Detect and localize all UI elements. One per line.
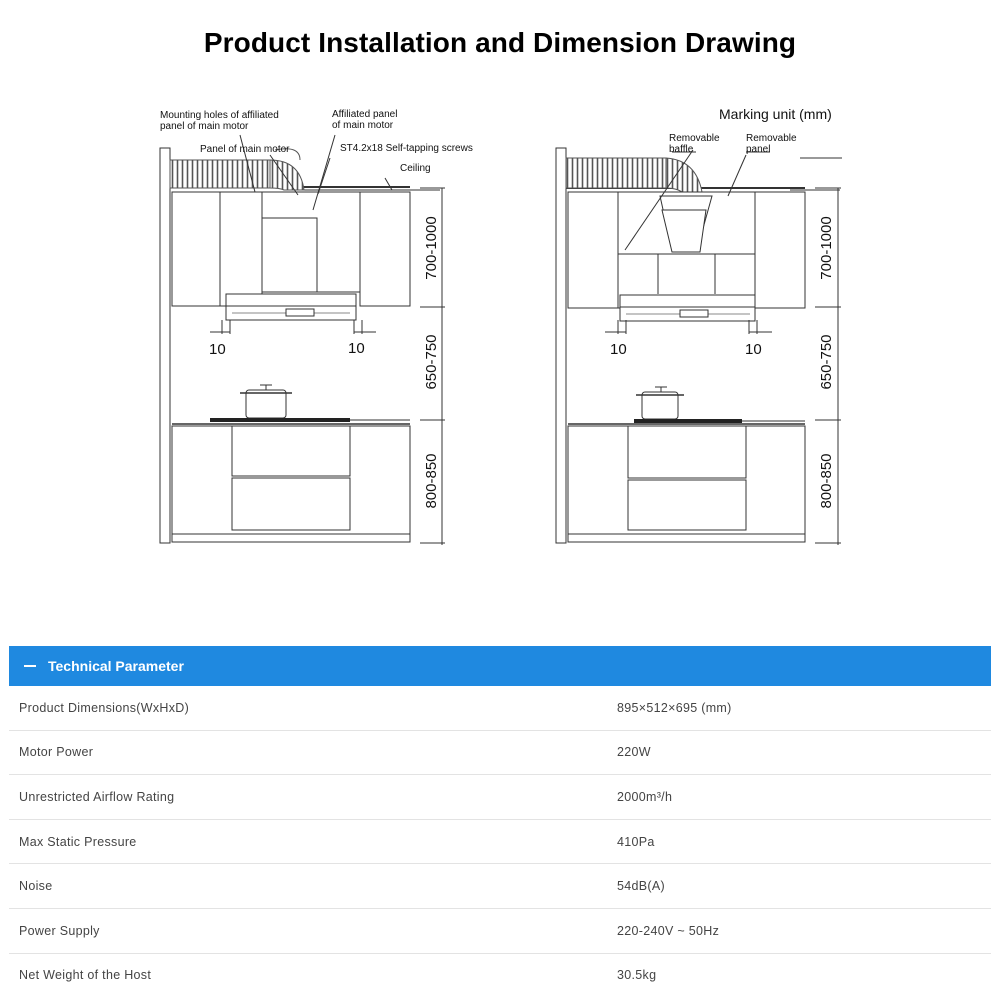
param-value: 410Pa <box>607 819 991 864</box>
param-name: Max Static Pressure <box>9 819 607 864</box>
right-base-cabinet <box>568 424 805 542</box>
label-baffle-2: baffle <box>669 144 694 155</box>
right-dim-top: 700-1000 <box>818 216 835 280</box>
param-name: Motor Power <box>9 730 607 775</box>
right-upper-cabinets <box>568 192 805 308</box>
minus-icon <box>24 665 36 667</box>
table-row <box>9 864 991 909</box>
label-panel-2: panel <box>746 144 771 155</box>
right-gap-right: 10 <box>745 341 762 358</box>
table-row <box>9 953 991 997</box>
label-mounting-holes-2: panel of main motor <box>160 121 249 132</box>
param-value: 895×512×695 (mm) <box>607 686 991 730</box>
technical-parameter-table <box>9 686 991 997</box>
param-value: 220-240V ~ 50Hz <box>607 908 991 953</box>
right-gap-left: 10 <box>610 341 627 358</box>
right-gap-dims <box>605 320 772 334</box>
label-affiliated-panel-2: of main motor <box>332 120 394 131</box>
param-value: 30.5kg <box>617 968 657 983</box>
label-panel-1: Removable <box>746 133 797 144</box>
technical-parameter-toggle[interactable] <box>9 646 991 686</box>
page-title: Product Installation and Dimension Drawing <box>203 27 797 58</box>
label-ceiling: Ceiling <box>400 163 431 174</box>
left-range-hood <box>226 294 356 320</box>
table-row <box>9 775 991 820</box>
right-pot <box>636 387 684 419</box>
right-dim-mid: 650-750 <box>818 334 835 390</box>
param-name: Power Supply <box>9 908 607 953</box>
label-panel-main-motor: Panel of main motor <box>200 144 290 155</box>
param-value: 2000m³/h <box>607 775 991 820</box>
right-dim-bottom: 800-850 <box>818 453 835 509</box>
param-name: Product Dimensions(WxHxD) <box>9 686 607 730</box>
param-name: Net Weight of the Host <box>19 968 152 983</box>
param-value: 220W <box>607 730 991 775</box>
unit-note: Marking unit (mm) <box>719 106 832 122</box>
right-drawing <box>556 148 842 545</box>
left-base-cabinet <box>172 424 410 542</box>
param-value: 54dB(A) <box>607 864 991 909</box>
left-dim-mid: 650-750 <box>423 334 440 390</box>
table-row <box>9 819 991 864</box>
label-affiliated-panel-1: Affiliated panel <box>332 109 398 120</box>
param-name: Unrestricted Airflow Rating <box>9 775 607 820</box>
label-baffle-1: Removable <box>669 133 720 144</box>
left-dim-top: 700-1000 <box>423 216 440 280</box>
left-pot <box>240 385 292 418</box>
right-range-hood <box>620 295 755 321</box>
left-upper-cabinets <box>172 192 410 306</box>
label-mounting-holes-1: Mounting holes of affiliated <box>160 110 279 121</box>
left-drawing <box>160 135 445 545</box>
table-row <box>9 686 991 730</box>
technical-parameter-title: Technical Parameter <box>48 658 184 674</box>
table-row <box>9 908 991 953</box>
label-screws: ST4.2x18 Self-tapping screws <box>340 143 473 154</box>
param-name: Noise <box>9 864 607 909</box>
left-gap-dims <box>210 320 376 334</box>
left-gap-left: 10 <box>209 341 226 358</box>
left-dim-bottom: 800-850 <box>423 453 440 509</box>
table-row <box>9 730 991 775</box>
left-gap-right: 10 <box>348 340 365 357</box>
right-duct <box>566 158 702 192</box>
